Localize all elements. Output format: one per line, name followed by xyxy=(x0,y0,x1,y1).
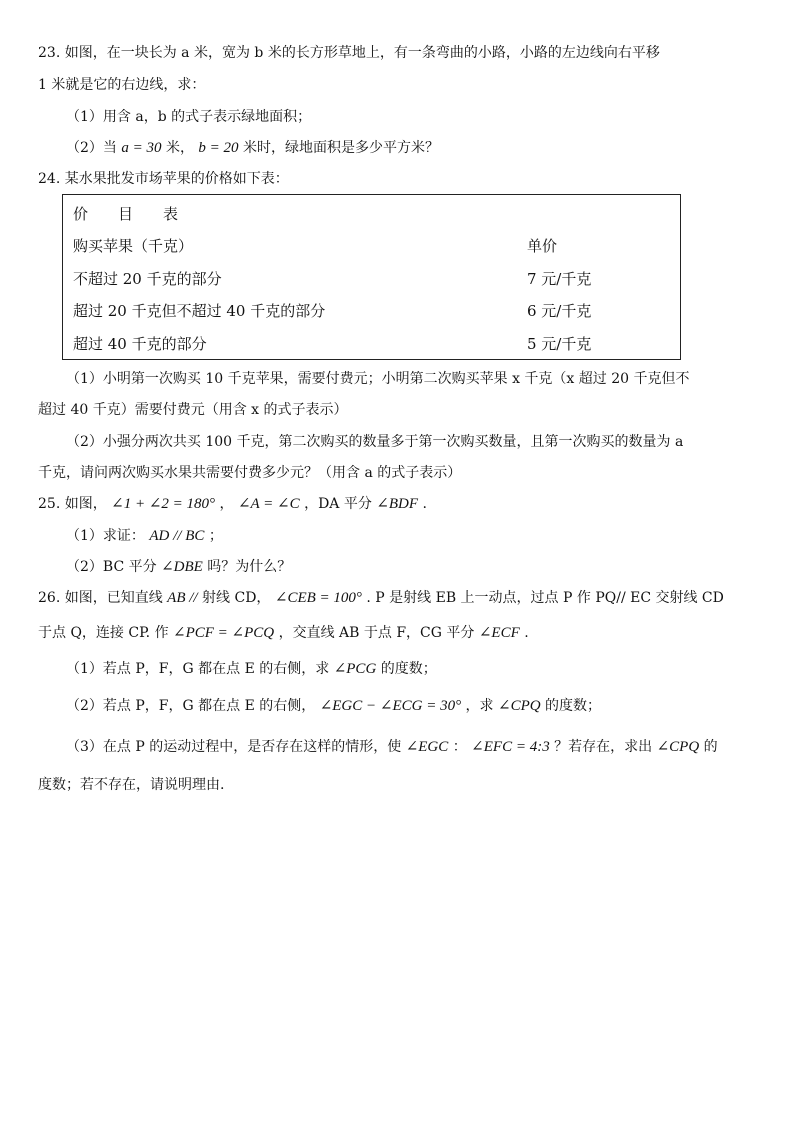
q23-line2: 1 米就是它的右边线，求： xyxy=(38,77,206,93)
q24-intro: 24. 某水果批发市场苹果的价格如下表： xyxy=(38,171,289,187)
q24-sub2-line1: （2）小强分两次共买 100 千克，第二次购买的数量多于第一次购买数量，且第一次购买的数量为 a xyxy=(66,434,684,450)
q26-sub1-pre: （1）若点 P，F，G 都在点 E 的右侧，求 xyxy=(66,661,330,677)
q25-sub1 xyxy=(66,527,223,545)
q25-math-angles: ∠1 + ∠2 = 180° xyxy=(111,496,216,512)
price-table-header-price: 单价 xyxy=(527,237,558,255)
q26-l2-math-ecf: ∠ECF xyxy=(478,625,520,641)
q26-l2-post: ，交直线 AB 于点 F，CG 平分 xyxy=(278,625,475,641)
q25-sub2-post: 吗？为什么？ xyxy=(207,559,292,575)
table-row xyxy=(73,270,670,288)
q25-sub1-math: AD // BC xyxy=(149,528,205,544)
q26-l2-pre: 于点 Q，连接 CP. 作 xyxy=(38,625,169,641)
table-row xyxy=(73,302,670,320)
q23-sub2-post: 米时，绿地面积是多少平方米？ xyxy=(242,140,439,156)
q23-sub2-mid: 米， xyxy=(165,140,194,156)
q26-l1-pre: 26. 如图，已知直线 xyxy=(38,590,163,606)
q26-sub1 xyxy=(66,660,437,678)
q26-sub3-post: 的 xyxy=(703,739,718,755)
q26-sub3-math-egc: ∠EGC xyxy=(405,739,449,755)
q24-sub1-line2: 超过 40 千克）需要付费元（用含 x 的式子表示） xyxy=(38,402,348,418)
q25-sub1-end: ； xyxy=(208,528,223,544)
q26-l1-mid: 射线 CD， xyxy=(202,590,271,606)
q26-sub3-math-ratio: ∠EFC = 4:3 xyxy=(471,739,550,755)
q26-sub2-mid: ，求 xyxy=(465,698,494,714)
q23-line1: 23. 如图，在一块长为 a 米，宽为 b 米的长方形草地上，有一条弯曲的小路，小路的左边线向右平移 xyxy=(38,45,660,61)
q26-sub3-pre: （3）在点 P 的运动过程中，是否存在这样的情形，使 xyxy=(66,739,402,755)
q25-math-equal-angles: ∠A = ∠C xyxy=(237,496,300,512)
q24-sub2-line2: 千克，请问两次购买水果共需要付费多少元？（用含 a 的式子表示） xyxy=(38,465,462,481)
q26-sub2 xyxy=(66,697,601,715)
price-table-header-row xyxy=(73,237,670,255)
price-table-title-row xyxy=(73,205,670,223)
q26-l1-math-ceb: ∠CEB = 100° xyxy=(274,590,362,606)
q26-sub1-math: ∠PCG xyxy=(333,661,377,677)
q26-sub2-math-cpq: ∠CPQ xyxy=(498,698,541,714)
q26-sub3-line2: 度数；若不存在，请说明理由. xyxy=(38,777,225,793)
q26-sub3-line1 xyxy=(66,738,718,756)
table-cell-price: 7 元/千克 xyxy=(527,270,592,288)
q25-math-bdf: ∠BDF xyxy=(376,496,419,512)
q25-stem xyxy=(38,495,427,513)
q26-l2-end: . xyxy=(524,625,529,641)
q23-sub2-math-b: b = 20 xyxy=(198,140,239,156)
q23-sub2-math-a: a = 30 xyxy=(121,140,162,156)
q26-line1 xyxy=(38,589,724,607)
q26-line2 xyxy=(38,624,529,642)
q26-sub3-math-cpq: ∠CPQ xyxy=(656,739,700,755)
q23-sub2 xyxy=(66,139,439,157)
q24-sub1-line1: （1）小明第一次购买 10 千克苹果，需要付费元；小明第二次购买苹果 x 千克（x 超过 20 千克但不 xyxy=(66,371,690,387)
table-cell-price: 5 元/千克 xyxy=(527,335,592,353)
price-table-title: 价 目 表 xyxy=(73,205,179,223)
q26-l2-math-pcf: ∠PCF = ∠PCQ xyxy=(173,625,275,641)
q26-l1-math-ab: AB // xyxy=(167,590,198,606)
q25-sub2 xyxy=(66,558,291,576)
q26-l1-post: . P 是射线 EB 上一动点，过点 P 作 PQ// EC 交射线 CD xyxy=(366,590,724,606)
q23-sub2-pre: （2）当 xyxy=(66,140,117,156)
table-cell-range: 超过 20 千克但不超过 40 千克的部分 xyxy=(73,302,326,320)
q23-sub1: （1）用含 a，b 的式子表示绿地面积； xyxy=(66,109,312,125)
q26-sub2-post: 的度数； xyxy=(545,698,602,714)
q25-mid: ，DA 平分 xyxy=(304,496,372,512)
q26-sub2-pre: （2）若点 P，F，G 都在点 E 的右侧， xyxy=(66,698,316,714)
q26-sub1-post: 的度数； xyxy=(380,661,437,677)
q25-sub1-pre: （1）求证： xyxy=(66,528,145,544)
q25-sep: ， xyxy=(219,496,234,512)
table-row xyxy=(73,335,670,353)
table-cell-price: 6 元/千克 xyxy=(527,302,592,320)
q26-sub2-math-diff: ∠EGC − ∠ECG = 30° xyxy=(319,698,462,714)
price-table-header-weight: 购买苹果（千克） xyxy=(73,237,194,255)
q26-sub3-colon: ： xyxy=(452,739,467,755)
price-table xyxy=(62,194,681,360)
table-cell-range: 超过 40 千克的部分 xyxy=(73,335,207,353)
q25-sub2-math: ∠DBE xyxy=(161,559,203,575)
q25-sub2-pre: （2）BC 平分 xyxy=(66,559,157,575)
table-cell-range: 不超过 20 千克的部分 xyxy=(73,270,222,288)
q25-end: . xyxy=(422,496,427,512)
q25-pre: 25. 如图， xyxy=(38,496,107,512)
q26-sub3-mid: ？若存在，求出 xyxy=(554,739,653,755)
